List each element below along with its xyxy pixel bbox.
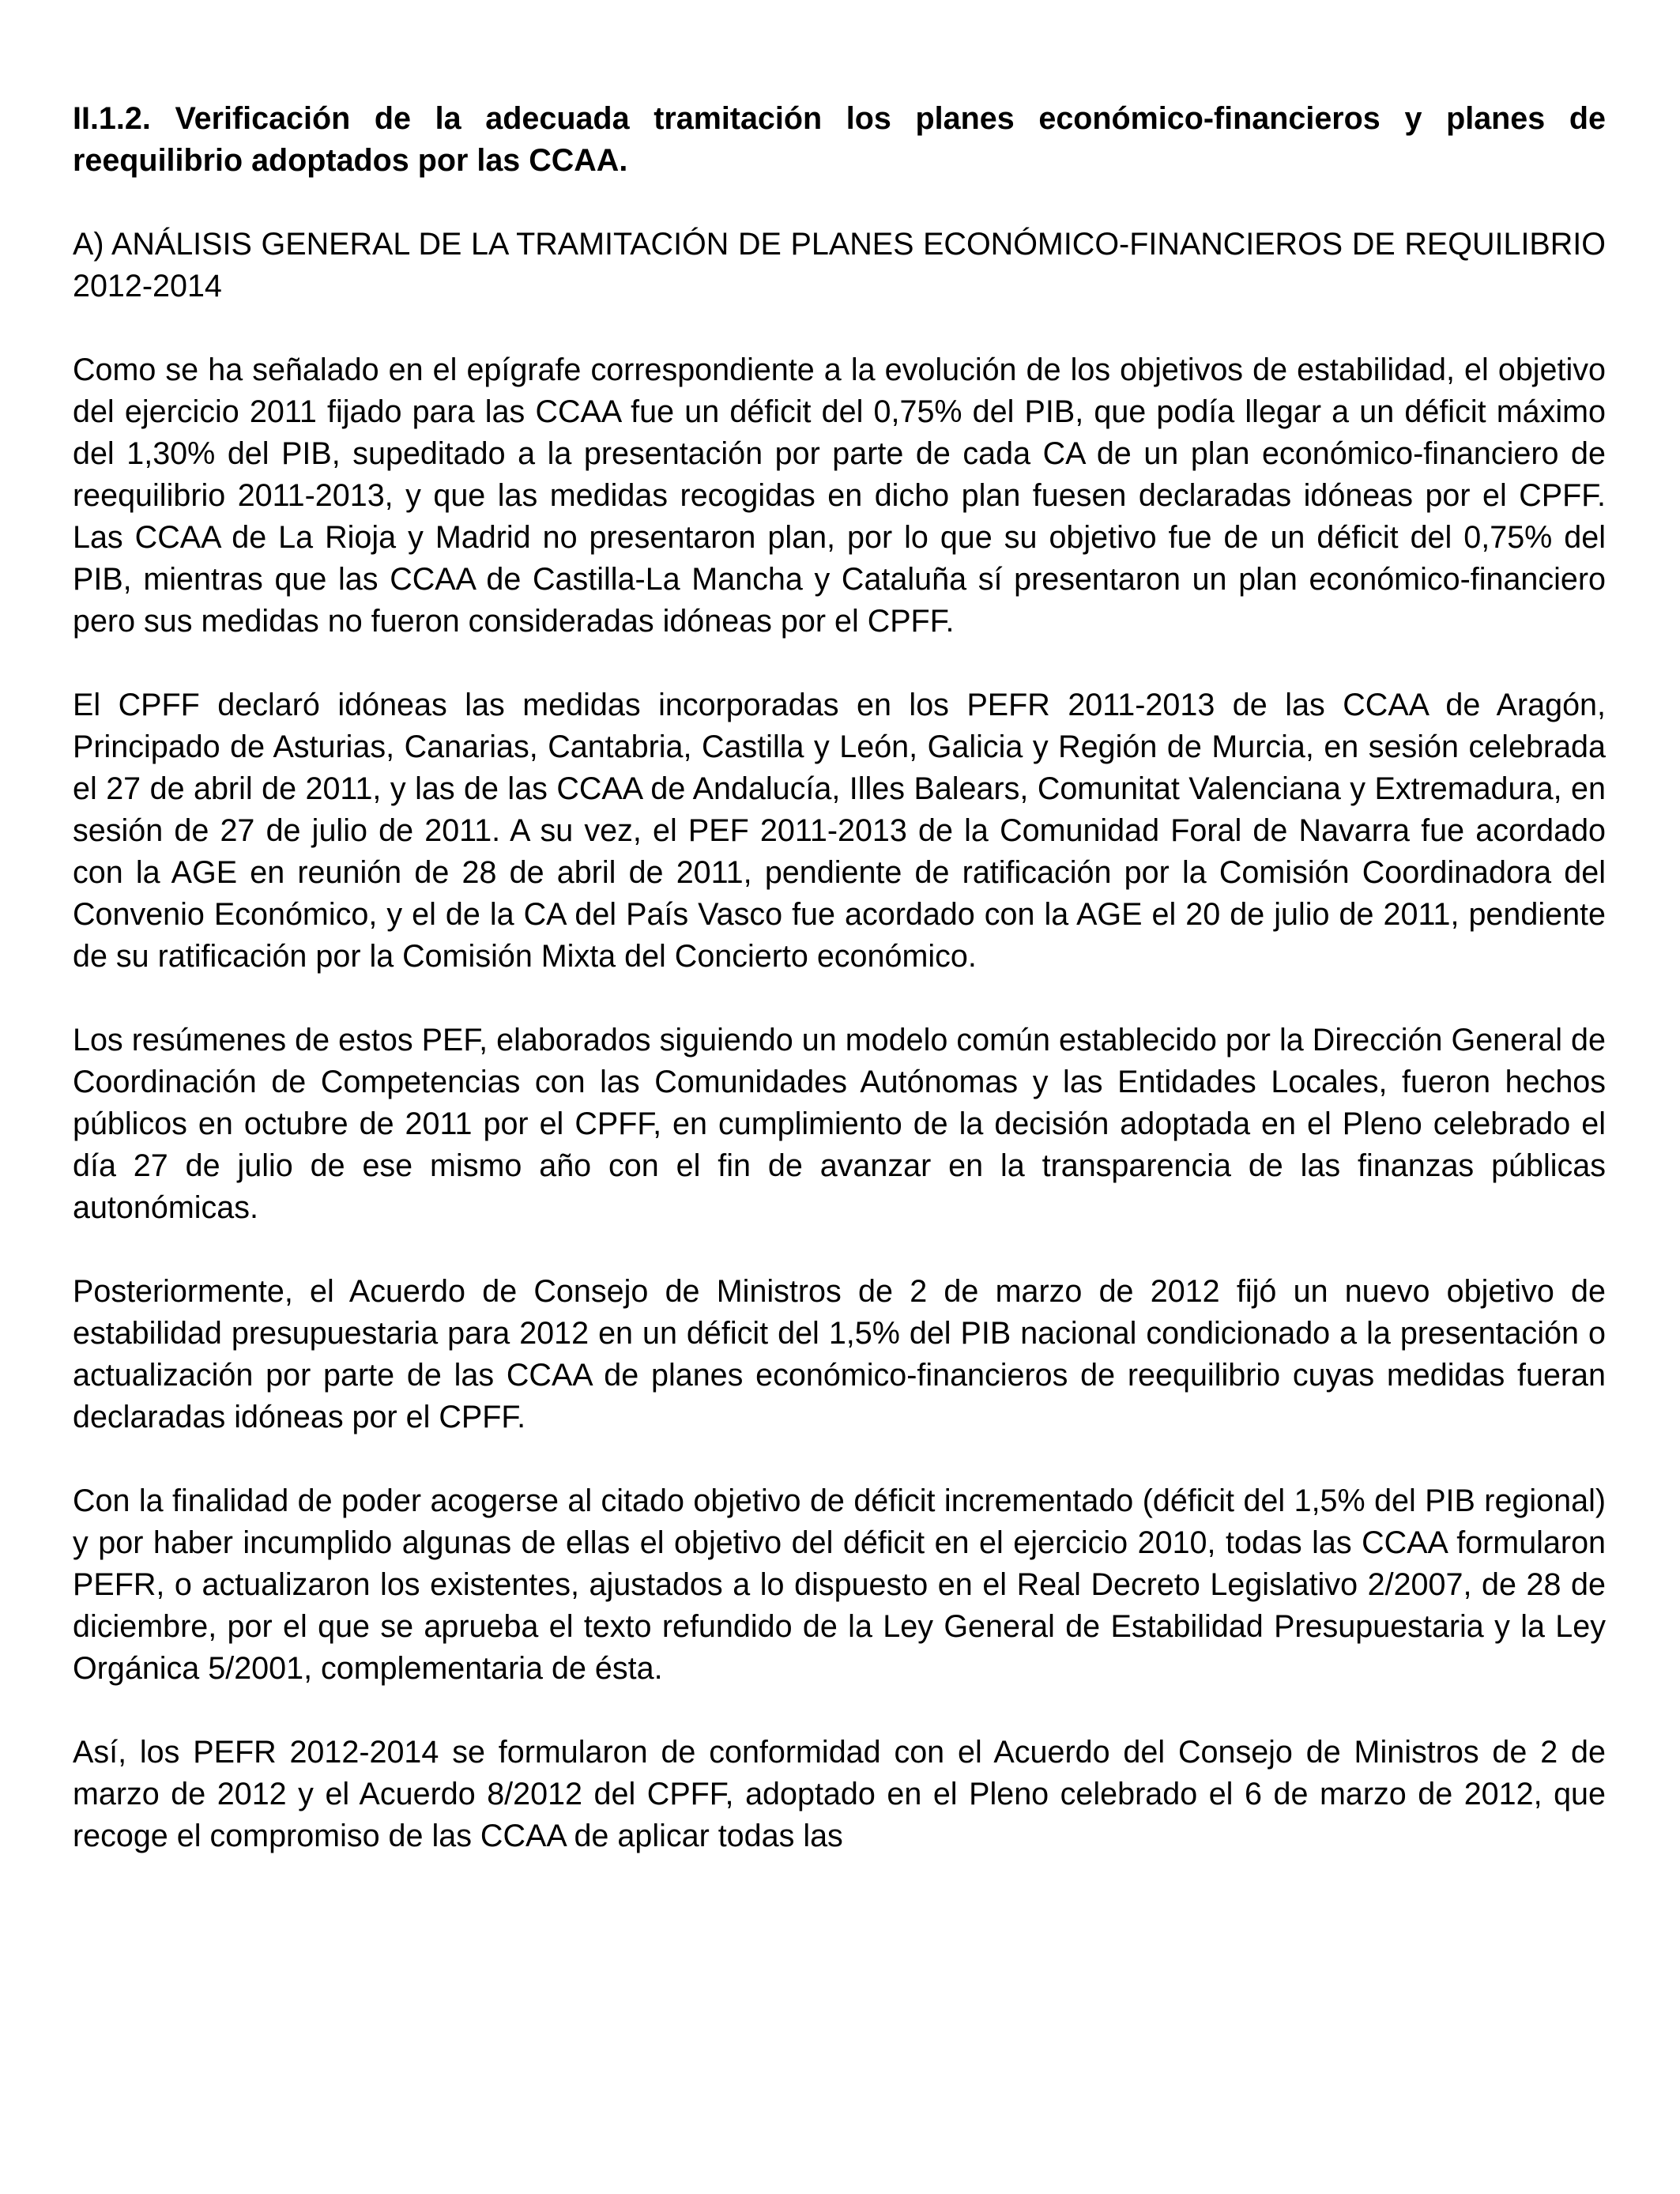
document-page — [73, 98, 1606, 1899]
section-heading: II.1.2. Verificación de la adecuada tramitación los planes económico-financieros y planes de reequilibrio adoptados por las CCAA. — [73, 101, 1606, 178]
paragraph: El CPFF declaró idóneas las medidas incorporadas en los PEFR 2011-2013 de las CCAA de Aragón, Principado de Asturias, Canarias, Cantabria, Castilla y León, Galicia y Región de Murcia, en sesión celebrada el 27 de abril de 2011, y las de las CCAA de Andalucía, Illes Balears, Comunitat Valenciana y Extremadura, en sesión de 27 de julio de 2011. A su vez, el PEF 2011-2013 de la Comunidad Foral de Navarra fue acordado con la AGE en reunión de 28 de abril de 2011, pendiente de ratificación por la Comisión Coordinadora del Convenio Económico, y el de la CA del País Vasco fue acordado con la AGE el 20 de julio de 2011, pendiente de su ratificación por la Comisión Mixta del Concierto económico. — [73, 688, 1606, 974]
paragraph: Así, los PEFR 2012-2014 se formularon de conformidad con el Acuerdo del Consejo de Ministros de 2 de marzo de 2012 y el Acuerdo 8/2012 del CPFF, adoptado en el Pleno celebrado el 6 de marzo de 2012, que recoge el compromiso de las CCAA de aplicar todas las — [73, 1735, 1606, 1853]
paragraph: Posteriormente, el Acuerdo de Consejo de Ministros de 2 de marzo de 2012 fijó un nuevo objetivo de estabilidad presupuestaria para 2012 en un déficit del 1,5% del PIB nacional condicionado a la presentación o actualización por parte de las CCAA de planes económico-financieros de reequilibrio cuyas medidas fueran declaradas idóneas por el CPFF. — [73, 1274, 1606, 1434]
subsection-heading: A) ANÁLISIS GENERAL DE LA TRAMITACIÓN DE PLANES ECONÓMICO-FINANCIEROS DE REQUILIBRIO 2012-2014 — [73, 227, 1606, 303]
paragraph: Los resúmenes de estos PEF, elaborados siguiendo un modelo común establecido por la Dirección General de Coordinación de Competencias con las Comunidades Autónomas y las Entidades Locales, fueron hechos públicos en octubre de 2011 por el CPFF, en cumplimiento de la decisión adoptada en el Pleno celebrado el día 27 de julio de ese mismo año con el fin de avanzar en la transparencia de las finanzas públicas autonómicas. — [73, 1023, 1606, 1225]
paragraph: Como se ha señalado en el epígrafe correspondiente a la evolución de los objetivos de estabilidad, el objetivo del ejercicio 2011 fijado para las CCAA fue un déficit del 0,75% del PIB, que podía llegar a un déficit máximo del 1,30% del PIB, supeditado a la presentación por parte de cada CA de un plan económico-financiero de reequilibrio 2011-2013, y que las medidas recogidas en dicho plan fuesen declaradas idóneas por el CPFF. Las CCAA de La Rioja y Madrid no presentaron plan, por lo que su objetivo fue de un déficit del 0,75% del PIB, mientras que las CCAA de Castilla-La Mancha y Cataluña sí presentaron un plan económico-financiero pero sus medidas no fueron consideradas idóneas por el CPFF. — [73, 352, 1606, 639]
paragraph: Con la finalidad de poder acogerse al citado objetivo de déficit incrementado (déficit del 1,5% del PIB regional) y por haber incumplido algunas de ellas el objetivo del déficit en el ejercicio 2010, todas las CCAA formularon PEFR, o actualizaron los existentes, ajustados a lo dispuesto en el Real Decreto Legislativo 2/2007, de 28 de diciembre, por el que se aprueba el texto refundido de la Ley General de Estabilidad Presupuestaria y la Ley Orgánica 5/2001, complementaria de ésta. — [73, 1483, 1606, 1686]
